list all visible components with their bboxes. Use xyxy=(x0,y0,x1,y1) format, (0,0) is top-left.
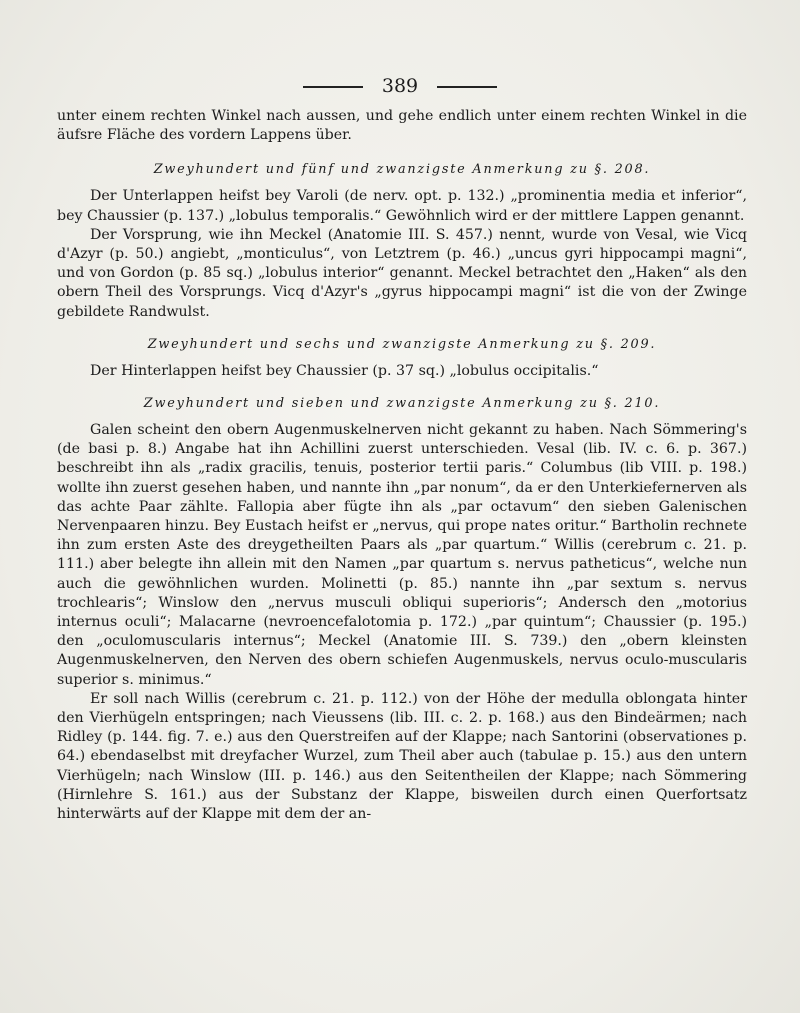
paragraph-galen: Galen scheint den obern Augenmuskelnerven nicht gekannt zu haben. Nach Sömmering's (de basi p. 8.) Angabe hat ihn Achillini zuerst unterschieden. Vesal (lib. IV. c. 6. p. 367.) beschreibt ihn als „radix gracilis, tenuis, posterior tertii paris.“ Columbus (lib VIII. p. 198.) wollte ihn zuerst gesehen haben, und nannte ihn „par nonum“, da er den Unterkiefernerven als das achte Paar zählte. Fallopia aber fügte ihn als „par octavum“ den sieben Galenischen Nervenpaaren hinzu. Bey Eustach heifst er „nervus, qui prope nates oritur.“ Bartholin rechnete ihn zum ersten Aste des dreygetheilten Paars als „par quartum.“ Willis (cerebrum c. 21. p. 111.) aber belegte ihn allein mit den Namen „par quartum s. nervus patheticus“, welche nun auch die gewöhnlichen wurden. Molinetti (p. 85.) nannte ihn „par sextum s. nervus trochlearis“; Winslow den „nervus musculi obliqui superioris“; Andersch den „motorius internus oculi“; Malacarne (nevroencefalotomia p. 172.) „par quintum“; Chaussier (p. 195.) den „oculomuscularis internus“; Meckel (Anatomie III. S. 739.) den „obern kleinsten Augenmuskelnerven, den Nerven des obern schiefen Augenmuskels, nervus oculo-muscularis superior s. minimus.“ xyxy=(57,422,747,688)
page-number: 389 xyxy=(381,75,419,97)
header-rule-left xyxy=(303,86,363,88)
page-body xyxy=(57,107,747,824)
note-heading-226: Zweyhundert und sechs und zwanzigste Anmerkung zu §. 209. xyxy=(147,336,657,352)
note-heading-227: Zweyhundert und sieben und zwanzigste Anmerkung zu §. 210. xyxy=(143,396,661,412)
paragraph-hinterlappen: Der Hinterlappen heifst bey Chaussier (p. 37 sq.) „lobulus occipitalis.“ xyxy=(90,362,599,379)
note-heading-225: Zweyhundert und fünf und zwanzigste Anmerkung zu §. 208. xyxy=(153,162,651,178)
paragraph-willis: Er soll nach Willis (cerebrum c. 21. p. 112.) von der Höhe der medulla oblongata hinter den Vierhügeln entspringen; nach Vieussens (lib. III. c. 2. p. 168.) aus den Bindeärmen; nach Ridley (p. 144. fig. 7. e.) aus den Querstreifen auf der Klappe; nach Santorini (observationes p. 64.) ebendaselbst mit dreyfacher Wurzel, zum Theil aber auch (tabulae p. 15.) aus den untern Vierhügeln; nach Winslow (III. p. 146.) aus den Seitentheilen der Klappe; nach Sömmering (Hirnlehre S. 161.) aus der Substanz der Klappe, bisweilen durch einen Querfortsatz hinterwärts auf der Klappe mit dem der an- xyxy=(57,690,747,823)
paragraph-unterlappen: Der Unterlappen heifst bey Varoli (de nerv. opt. p. 132.) „prominentia media et inferior“, bey Chaussier (p. 137.) „lobulus temporalis.“ Gewöhnlich wird er der mittlere Lappen genannt. xyxy=(57,188,747,224)
page-header xyxy=(0,72,800,100)
header-rule-right xyxy=(437,86,497,88)
paragraph-continuation: unter einem rechten Winkel nach aussen, und gehe endlich unter einem rechten Winkel in die äufsre Fläche des vordern Lappens über. xyxy=(57,108,747,144)
paragraph-vorsprung: Der Vorsprung, wie ihn Meckel (Anatomie III. S. 457.) nennt, wurde von Vesal, wie Vicq d'Azyr (p. 50.) angiebt, „monticulus“, von Letztrem (p. 46.) „uncus gyri hippocampi magni“, und von Gordon (p. 85 sq.) „lobulus interior“ genannt. Meckel betrachtet den „Haken“ als den obern Theil des Vorsprungs. Vicq d'Azyr's „gyrus hippocampi magni“ ist die von der Zwinge gebildete Randwulst. xyxy=(57,226,747,320)
